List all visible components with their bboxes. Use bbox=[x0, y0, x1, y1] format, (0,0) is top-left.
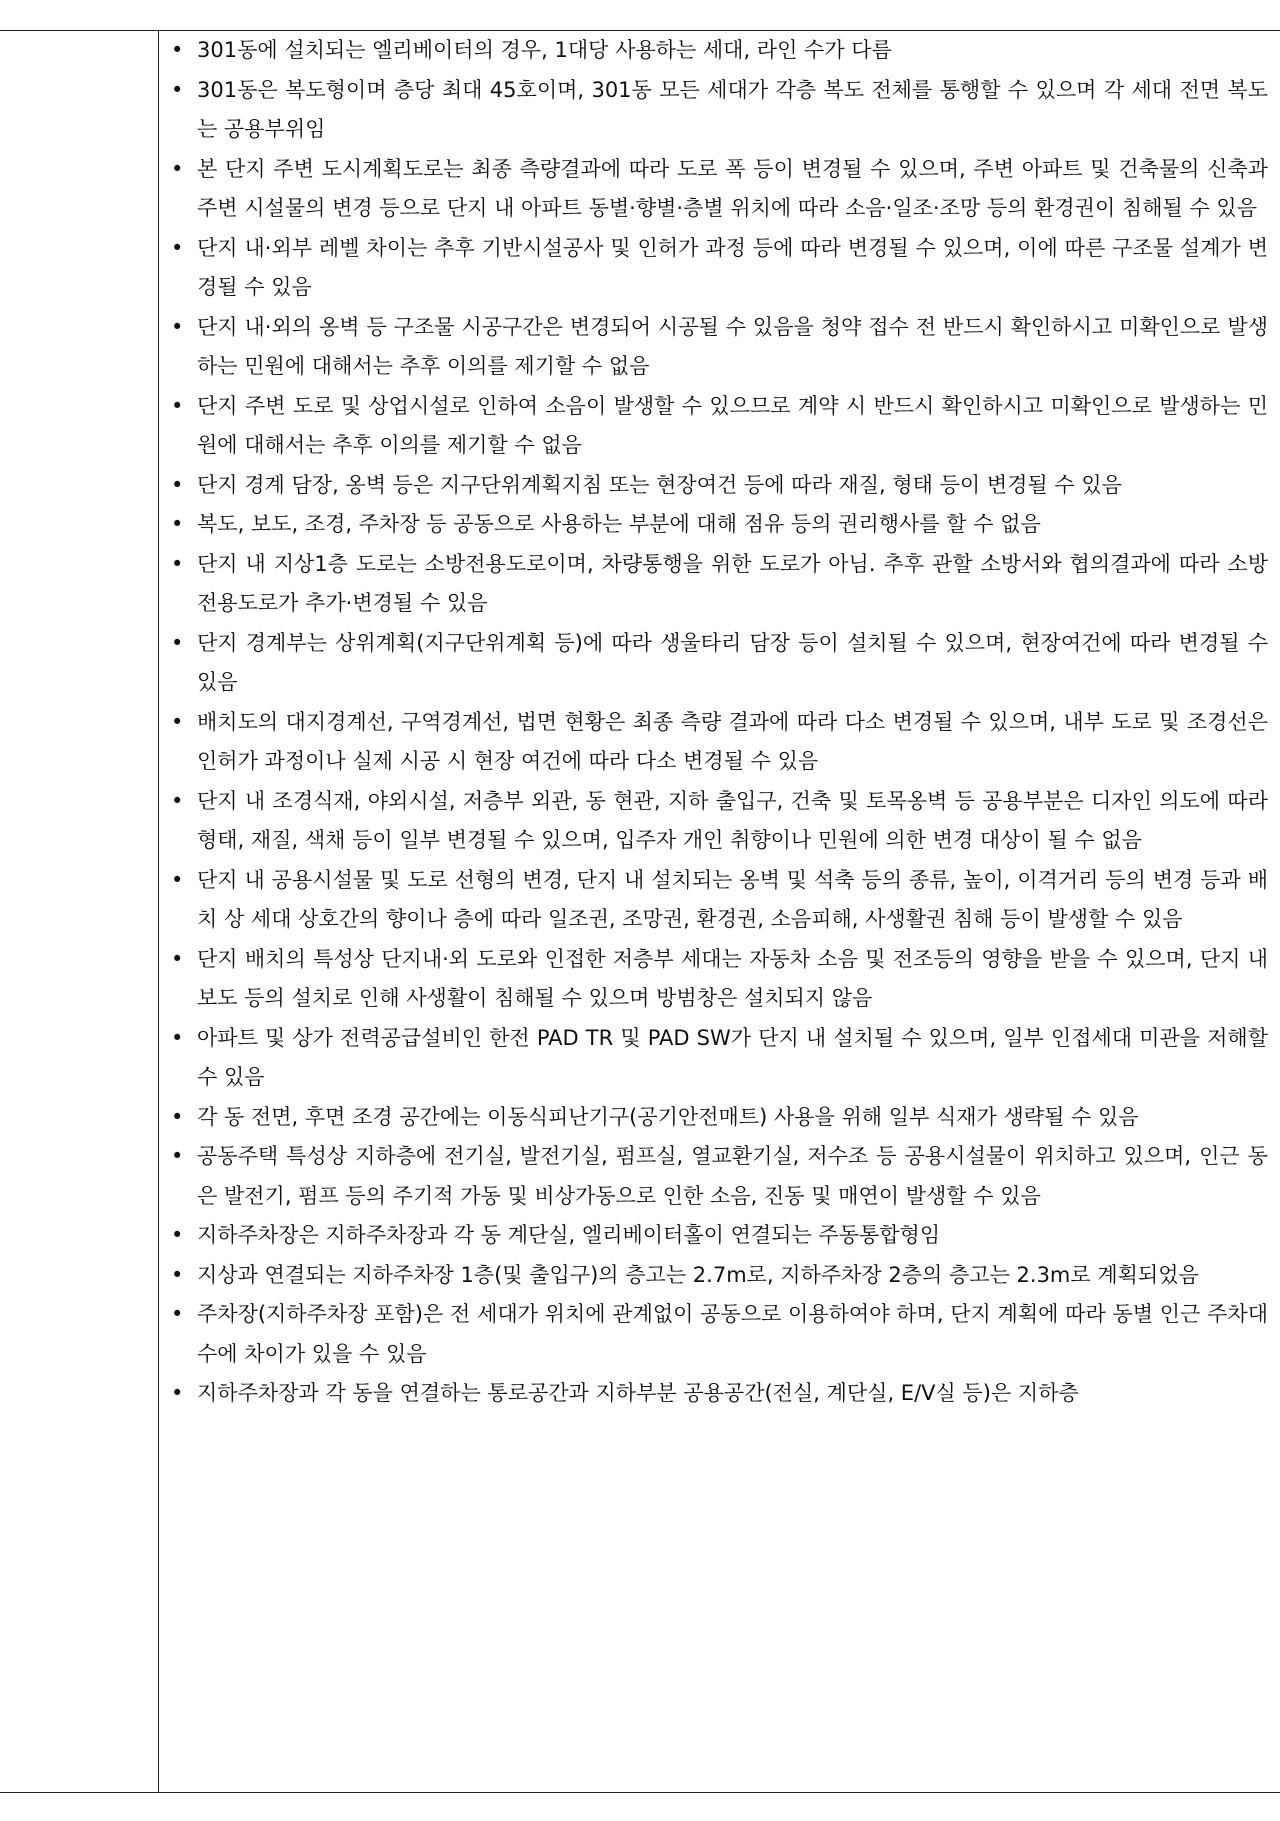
note-item bbox=[168, 150, 1268, 229]
bullet-icon: • bbox=[171, 630, 184, 655]
note-item bbox=[168, 229, 1268, 308]
bullet-icon: • bbox=[171, 156, 184, 181]
note-item bbox=[168, 1256, 1268, 1296]
note-text: 지하주차장과 각 동을 연결하는 통로공간과 지하부분 공용공간(전실, 계단실, E/V실 등)은 지하층 bbox=[197, 1381, 1079, 1405]
bullet-icon: • bbox=[171, 1302, 184, 1326]
note-text: 301동은 복도형이며 층당 최대 45호이며, 301동 모든 세대가 각층 복도 전체를 통행할 수 있으며 각 세대 전면 복도는 공용부위임 bbox=[197, 77, 1268, 141]
note-item bbox=[168, 387, 1268, 466]
bullet-icon: • bbox=[171, 1381, 184, 1405]
note-text: 단지 내·외부 레벨 차이는 추후 기반시설공사 및 인허가 과정 등에 따라 변경될 수 있으며, 이에 따른 구조물 설계가 변경될 수 있음 bbox=[197, 235, 1268, 299]
note-text: 배치도의 대지경계선, 구역경계선, 법면 현황은 최종 측량 결과에 따라 다소 변경될 수 있으며, 내부 도로 및 조경선은 인허가 과정이나 실제 시공 시 현장 여건에 따라 다소 변경될 수 있음 bbox=[197, 709, 1268, 773]
bullet-icon: • bbox=[171, 38, 184, 62]
note-text: 각 동 전면, 후면 조경 공간에는 이동식피난기구(공기안전매트) 사용을 위해 일부 식재가 생략될 수 있음 bbox=[197, 1104, 1139, 1129]
note-text: 301동에 설치되는 엘리베이터의 경우, 1대당 사용하는 세대, 라인 수가 다름 bbox=[197, 38, 892, 62]
note-item bbox=[168, 31, 1268, 71]
note-item bbox=[168, 1295, 1268, 1374]
note-item bbox=[168, 1216, 1268, 1256]
note-text: 공동주택 특성상 지하층에 전기실, 발전기실, 펌프실, 열교환기실, 저수조 등 공용시설물이 위치하고 있으며, 인근 동은 발전기, 펌프 등의 주기적 가동 및 비상가동으로 인한 소음, 진동 및 매연이 발생할 수 있음 bbox=[197, 1144, 1268, 1208]
note-item bbox=[168, 1137, 1268, 1216]
bullet-icon: • bbox=[171, 788, 184, 813]
note-text: 주차장(지하주차장 포함)은 전 세대가 위치에 관계없이 공동으로 이용하여야 하며, 단지 계획에 따라 동별 인근 주차대수에 차이가 있을 수 있음 bbox=[197, 1302, 1268, 1366]
note-item bbox=[168, 624, 1268, 703]
bullet-icon: • bbox=[171, 1262, 184, 1287]
bullet-icon: • bbox=[171, 709, 184, 734]
note-text: 단지 내·외의 옹벽 등 구조물 시공구간은 변경되어 시공될 수 있음을 청약 접수 전 반드시 확인하시고 미확인으로 발생하는 민원에 대해서는 추후 이의를 제기할 수 없음 bbox=[197, 314, 1268, 378]
bullet-icon: • bbox=[171, 1223, 184, 1247]
bullet-icon: • bbox=[171, 867, 184, 892]
note-text: 지하주차장은 지하주차장과 각 동 계단실, 엘리베이터홀이 연결되는 주동통합형임 bbox=[197, 1223, 941, 1247]
bullet-icon: • bbox=[171, 393, 184, 418]
note-item bbox=[168, 71, 1268, 150]
note-item bbox=[168, 940, 1268, 1019]
note-item bbox=[168, 545, 1268, 624]
bullet-icon: • bbox=[171, 551, 184, 576]
note-item bbox=[168, 703, 1268, 782]
note-item bbox=[168, 1019, 1268, 1098]
bullet-icon: • bbox=[171, 314, 184, 339]
note-text: 본 단지 주변 도시계획도로는 최종 측량결과에 따라 도로 폭 등이 변경될 수 있으며, 주변 아파트 및 건축물의 신축과 주변 시설물의 변경 등으로 단지 내 아파트 동별·향별·층별 위치에 따라 소음·일조·조망 등의 환경권이 침해될 수 있음 bbox=[197, 156, 1268, 220]
note-item bbox=[168, 861, 1268, 940]
note-text: 아파트 및 상가 전력공급설비인 한전 PAD TR 및 PAD SW가 단지 내 설치될 수 있으며, 일부 인접세대 미관을 저해할 수 있음 bbox=[197, 1025, 1268, 1089]
note-item bbox=[168, 505, 1268, 545]
bullet-icon: • bbox=[171, 1104, 184, 1129]
bullet-icon: • bbox=[171, 1144, 184, 1168]
notes-cell bbox=[168, 31, 1268, 1414]
note-text: 단지 경계부는 상위계획(지구단위계획 등)에 따라 생울타리 담장 등이 설치될 수 있으며, 현장여건에 따라 변경될 수 있음 bbox=[197, 630, 1268, 694]
notes-list bbox=[168, 31, 1268, 1414]
table-bottom-border bbox=[0, 1792, 1280, 1793]
table-column-divider bbox=[158, 30, 159, 1793]
note-text: 지상과 연결되는 지하주차장 1층(및 출입구)의 층고는 2.7m로, 지하주차장 2층의 층고는 2.3m로 계획되었음 bbox=[197, 1262, 1199, 1287]
note-item bbox=[168, 1374, 1268, 1414]
note-item bbox=[168, 1098, 1268, 1138]
note-text: 단지 내 공용시설물 및 도로 선형의 변경, 단지 내 설치되는 옹벽 및 석축 등의 종류, 높이, 이격거리 등의 변경 등과 배치 상 세대 상호간의 향이나 층에 따라 일조권, 조망권, 환경권, 소음피해, 사생활권 침해 등이 발생할 수 있음 bbox=[197, 867, 1268, 931]
note-item bbox=[168, 466, 1268, 506]
note-text: 단지 주변 도로 및 상업시설로 인하여 소음이 발생할 수 있으므로 계약 시 반드시 확인하시고 미확인으로 발생하는 민원에 대해서는 추후 이의를 제기할 수 없음 bbox=[197, 393, 1268, 457]
bullet-icon: • bbox=[171, 77, 184, 102]
bullet-icon: • bbox=[171, 1025, 184, 1050]
note-item bbox=[168, 782, 1268, 861]
bullet-icon: • bbox=[171, 235, 184, 260]
note-text: 단지 내 지상1층 도로는 소방전용도로이며, 차량통행을 위한 도로가 아님. 추후 관할 소방서와 협의결과에 따라 소방전용도로가 추가·변경될 수 있음 bbox=[197, 551, 1268, 615]
note-text: 단지 내 조경식재, 야외시설, 저층부 외관, 동 현관, 지하 출입구, 건축 및 토목옹벽 등 공용부분은 디자인 의도에 따라 형태, 재질, 색채 등이 일부 변경될 수 있으며, 입주자 개인 취향이나 민원에 의한 변경 대상이 될 수 없음 bbox=[197, 788, 1268, 852]
bullet-icon: • bbox=[171, 472, 184, 497]
note-text: 단지 경계 담장, 옹벽 등은 지구단위계획지침 또는 현장여건 등에 따라 재질, 형태 등이 변경될 수 있음 bbox=[197, 472, 1122, 497]
bullet-icon: • bbox=[171, 512, 184, 536]
note-text: 복도, 보도, 조경, 주차장 등 공동으로 사용하는 부분에 대해 점유 등의 권리행사를 할 수 없음 bbox=[197, 512, 1041, 536]
note-item bbox=[168, 308, 1268, 387]
bullet-icon: • bbox=[171, 946, 184, 971]
note-text: 단지 배치의 특성상 단지내·외 도로와 인접한 저층부 세대는 자동차 소음 및 전조등의 영향을 받을 수 있으며, 단지 내 보도 등의 설치로 인해 사생활이 침해될 수 있으며 방범창은 설치되지 않음 bbox=[197, 946, 1268, 1010]
